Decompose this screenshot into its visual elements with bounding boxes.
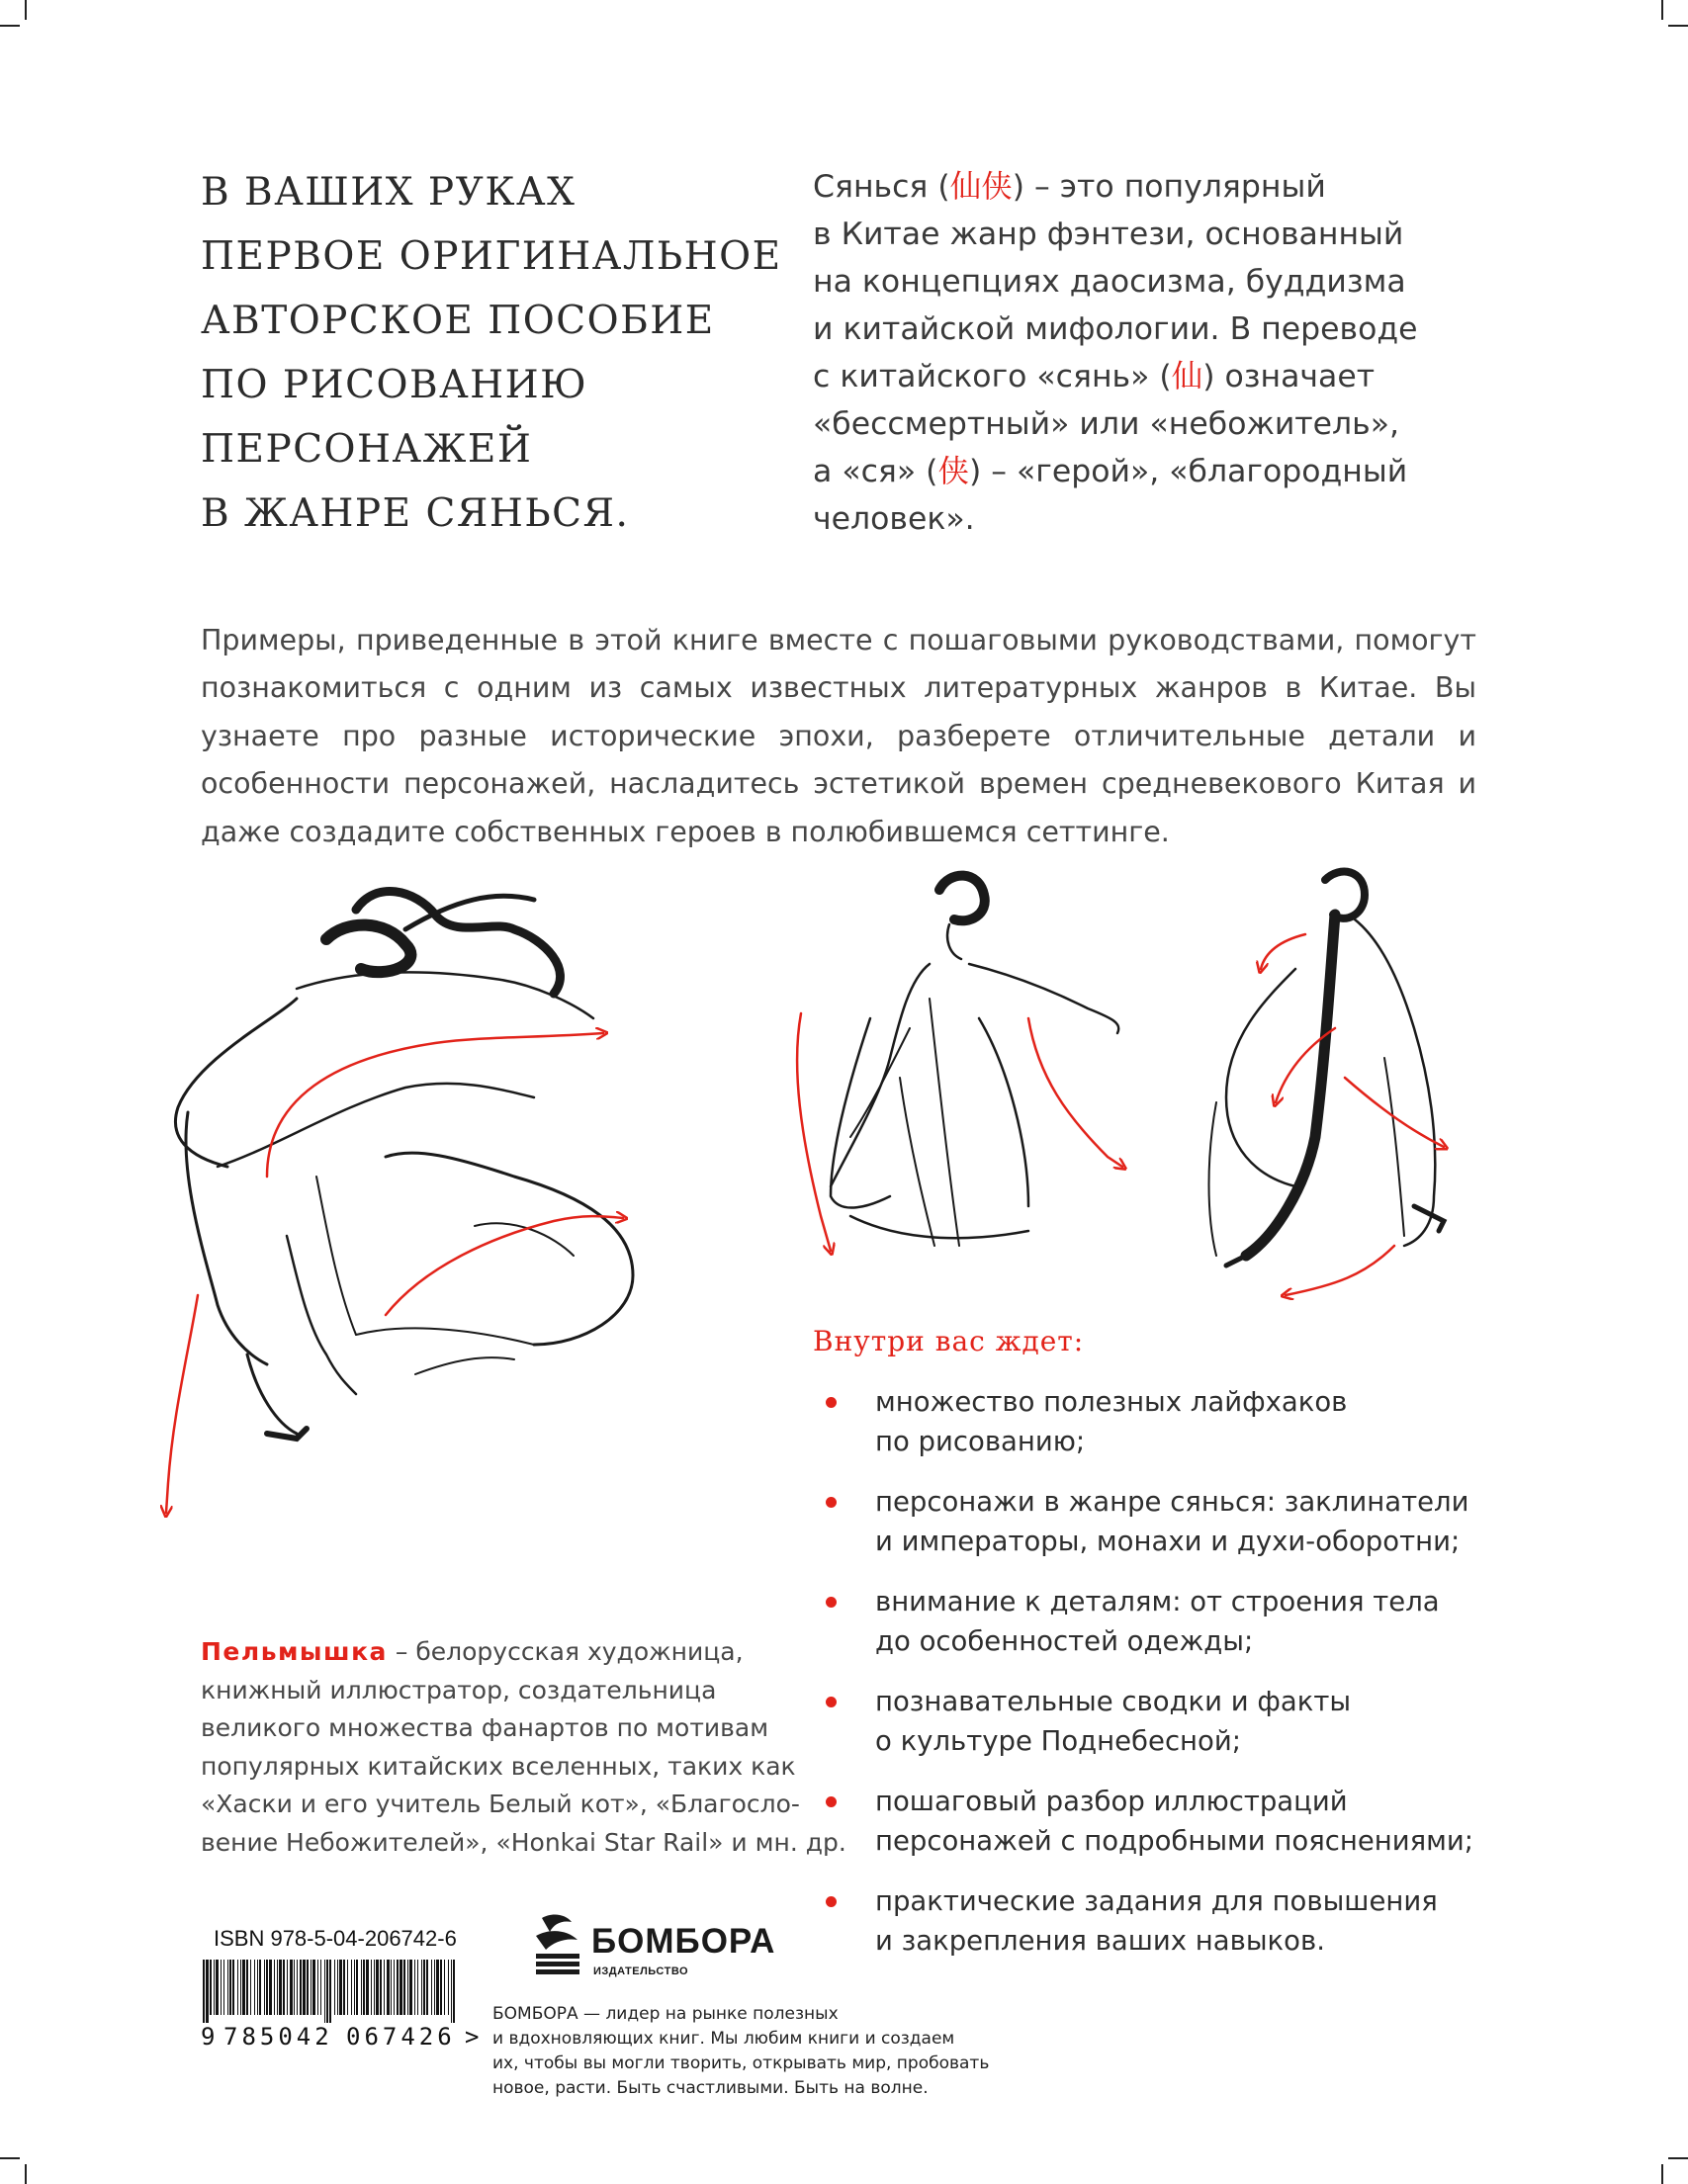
crop-mark (25, 0, 27, 20)
list-item (826, 1881, 1459, 1961)
list-item-line: пошаговый разбор иллюстраций (875, 1786, 1348, 1817)
publisher-description (492, 2002, 1046, 2101)
list-item-line: и закрепления ваших навыков. (875, 1925, 1325, 1957)
list-item (826, 1482, 1469, 1561)
barcode-bar (371, 1960, 372, 2015)
isbn-number: ISBN 978-5-04-206742-6 (214, 1926, 457, 1951)
list-item-line: по рисованию; (875, 1426, 1086, 1457)
barcode-bar (403, 1960, 405, 2015)
barcode-bar (203, 1960, 205, 2023)
barcode-bar (376, 1960, 379, 2015)
list-item-line: персонажи в жанре сянься: заклинатели (875, 1486, 1469, 1518)
bullet-dot (826, 1896, 837, 1907)
author-bio-line (201, 1633, 794, 1672)
publisher-logo-name: БОМБОРА (591, 1922, 776, 1961)
barcode-bar (397, 1960, 399, 2015)
barcode (201, 1960, 460, 2023)
intro-line: человек». (813, 501, 975, 537)
barcode-bar (414, 1960, 415, 2015)
barcode-bar (347, 1960, 348, 2015)
barcode-bar (210, 1960, 212, 2015)
barcode-bar (216, 1960, 219, 2015)
author-name: Пельмышка (201, 1637, 388, 1666)
barcode-bar (407, 1960, 408, 2015)
intro-line: на концепциях даосизма, буддизма (813, 264, 1406, 300)
barcode-bar (453, 1960, 455, 2023)
barcode-bar (394, 1960, 395, 2015)
author-bio-text: – белорусская художница, (387, 1637, 744, 1666)
barcode-bar (366, 1960, 369, 2015)
barcode-bar (431, 1960, 432, 2015)
barcode-bar (417, 1960, 418, 2015)
barcode-bar (320, 1960, 321, 2015)
publisher-description-line: их, чтобы вы могли творить, открывать мир, пробовать (492, 2053, 990, 2073)
barcode-bar (246, 1960, 248, 2015)
barcode-bar (451, 1960, 452, 2023)
headline-line: В ЖАНРЕ СЯНЬСЯ. (201, 491, 630, 536)
barcode-bar (337, 1960, 338, 2015)
list-item (826, 1682, 1459, 1761)
figure-standing-illustration (831, 876, 1118, 1246)
intro-text: ) – это популярный (1012, 169, 1326, 205)
barcode-bar (266, 1960, 268, 2015)
barcode-bar (440, 1960, 442, 2015)
intro-line (813, 359, 1375, 394)
motion-arrows (1261, 934, 1444, 1295)
author-bio-line: популярных китайских вселенных, таких как (201, 1751, 796, 1781)
intro-line (813, 454, 1407, 489)
barcode-bar (206, 1960, 209, 2023)
publisher-logo-subtitle: ИЗДАТЕЛЬСТВО (593, 1966, 689, 1977)
list-item-line: до особенностей одежды; (875, 1625, 1254, 1657)
barcode-bar (223, 1960, 224, 2015)
barcode-bar (283, 1960, 285, 2015)
crop-mark (0, 25, 20, 27)
bullet-dot (826, 1697, 837, 1707)
author-bio-line: великого множества фанартов по мотивам (201, 1713, 769, 1742)
inside-section-title: Внутри вас ждет: (813, 1325, 1085, 1357)
inside-list (826, 1382, 1474, 1981)
list-item (826, 1382, 1459, 1461)
barcode-bar (312, 1960, 315, 2015)
intro-text: Сянься ( (813, 169, 950, 205)
headline-line: В ВАШИХ РУКАХ (201, 170, 577, 215)
barcode-bar (277, 1960, 278, 2015)
barcode-bar (221, 1960, 222, 2015)
publisher-description-line: новое, расти. Быть счастливыми. Быть на волне. (492, 2078, 929, 2098)
barcode-bar (229, 1960, 231, 2015)
intro-paragraph (813, 163, 1485, 543)
barcode-bar (324, 1960, 325, 2023)
barcode-bar (259, 1960, 261, 2015)
barcode-bar (434, 1960, 435, 2015)
barcode-bar (363, 1960, 365, 2015)
barcode-digits-right: 067426 (346, 2023, 456, 2051)
motion-arrows (797, 1013, 1122, 1251)
lead-paragraph: Примеры, приведенные в этой книге вместе с пошаговыми руководствами, помогут познакомиться с одним из самых известных литературных жанров в Китае. Вы узнаете про разные исторические эпохи, разберете отличительные детали и особенности персонажей, насладитесь эстетикой времен средневекового Китая и даже создадите собственных героев в полюбившемся сеттинге. (201, 624, 1476, 848)
barcode-bar (380, 1960, 382, 2015)
barcode-bar (269, 1960, 272, 2015)
author-bio-line: «Хаски и его учитель Белый кот», «Благосло- (201, 1790, 800, 1818)
crop-mark (1668, 25, 1688, 27)
barcode-bar (232, 1960, 234, 2015)
publisher-description-line: БОМБОРА — лидер на рынке полезных (492, 2004, 839, 2024)
intro-text: ) означает (1202, 359, 1376, 394)
barcode-bar (264, 1960, 265, 2015)
barcode-bar (257, 1960, 258, 2015)
list-item-line: познавательные сводки и факты (875, 1686, 1352, 1717)
intro-line: и китайской мифологии. В переводе (813, 311, 1418, 347)
headline-line: ПО РИСОВАНИЮ (201, 363, 588, 407)
figure-leaping-illustration (175, 891, 633, 1439)
chinese-characters: 仙 (1171, 359, 1203, 394)
barcode-bar (303, 1960, 306, 2015)
list-item (826, 1782, 1474, 1861)
bullet-dot (826, 1796, 837, 1807)
list-item-line: персонажей с подробными пояснениями; (875, 1825, 1474, 1857)
list-item-line: множество полезных лайфхаков (875, 1386, 1348, 1418)
barcode-bar (274, 1960, 275, 2015)
intro-text: с китайского «сянь» ( (813, 359, 1172, 394)
headline-line: АВТОРСКОЕ ПОСОБИЕ (201, 299, 715, 343)
barcode-bar (343, 1960, 345, 2015)
barcode-bar (227, 1960, 228, 2015)
barcode-bar (400, 1960, 402, 2015)
headline-line: ПЕРВОЕ ОРИГИНАЛЬНОЕ (201, 234, 782, 279)
barcode-bar (307, 1960, 309, 2015)
barcode-bar (214, 1960, 215, 2015)
barcode-bar (409, 1960, 412, 2015)
barcode-bar (250, 1960, 251, 2015)
intro-text: а «ся» ( (813, 454, 938, 489)
barcode-bar (297, 1960, 298, 2015)
barcode-bar (387, 1960, 390, 2015)
barcode-bar (329, 1960, 331, 2023)
crop-mark (1661, 2164, 1663, 2184)
barcode-bar (287, 1960, 288, 2015)
barcode-bar (448, 1960, 449, 2015)
bombora-logo-icon (532, 1910, 587, 1979)
barcode-bar (374, 1960, 375, 2015)
barcode-bar (384, 1960, 385, 2015)
barcode-bar (279, 1960, 282, 2015)
barcode-bar (356, 1960, 358, 2015)
barcode-bar (436, 1960, 439, 2015)
barcode-bar (290, 1960, 293, 2015)
barcode-bar (326, 1960, 328, 2023)
publisher-description-line: и вдохновляющих книг. Мы любим книги и создаем (492, 2029, 955, 2049)
bullet-dot (826, 1597, 837, 1608)
barcode-bar (317, 1960, 318, 2015)
barcode-bar (426, 1960, 428, 2015)
figure-walking-illustration (1209, 872, 1445, 1266)
intro-line: «бессмертный» или «небожитель», (813, 406, 1400, 442)
chinese-characters: 仙侠 (949, 169, 1013, 205)
barcode-bar (421, 1960, 422, 2015)
headline (201, 160, 782, 546)
bullet-dot (826, 1497, 837, 1508)
intro-text: ) – «герой», «благородный (968, 454, 1408, 489)
intro-line: в Китае жанр фэнтези, основанный (813, 217, 1404, 252)
list-item-line: внимание к деталям: от строения тела (875, 1586, 1440, 1617)
barcode-end-mark: > (465, 2023, 480, 2051)
author-bio-line: книжный иллюстратор, создательница (201, 1675, 717, 1704)
author-bio-line: вение Небожителей», «Honkai Star Rail» и мн. др. (201, 1827, 846, 1857)
barcode-bar (361, 1960, 362, 2015)
barcode-bar (339, 1960, 342, 2015)
crop-mark (1661, 0, 1663, 20)
barcode-bar (391, 1960, 392, 2015)
headline-line: ПЕРСОНАЖЕЙ (201, 427, 533, 472)
barcode-digit-first: 9 (201, 2023, 216, 2051)
crop-mark (1668, 2157, 1688, 2159)
barcode-bar (334, 1960, 335, 2015)
list-item-line: и императоры, монахи и духи-оборотни; (875, 1526, 1461, 1557)
crop-mark (25, 2164, 27, 2184)
barcode-bar (254, 1960, 255, 2015)
list-item-line: практические задания для повышения (875, 1885, 1438, 1917)
barcode-bar (444, 1960, 445, 2015)
bullet-dot (826, 1397, 837, 1408)
barcode-bar (423, 1960, 425, 2015)
barcode-digits-left: 785042 (223, 2023, 333, 2051)
barcode-bar (300, 1960, 302, 2015)
barcode-bar (354, 1960, 355, 2015)
chinese-characters: 侠 (937, 454, 969, 489)
motion-arrows (166, 1033, 623, 1513)
barcode-bar (242, 1960, 245, 2015)
barcode-bar (237, 1960, 238, 2015)
list-item (826, 1582, 1459, 1661)
intro-line (813, 169, 1326, 205)
barcode-bar (351, 1960, 352, 2015)
barcode-bar (240, 1960, 241, 2015)
crop-mark (0, 2157, 20, 2159)
barcode-bar (294, 1960, 295, 2015)
author-bio (201, 1633, 846, 1862)
list-item-line: о культуре Поднебесной; (875, 1725, 1242, 1757)
